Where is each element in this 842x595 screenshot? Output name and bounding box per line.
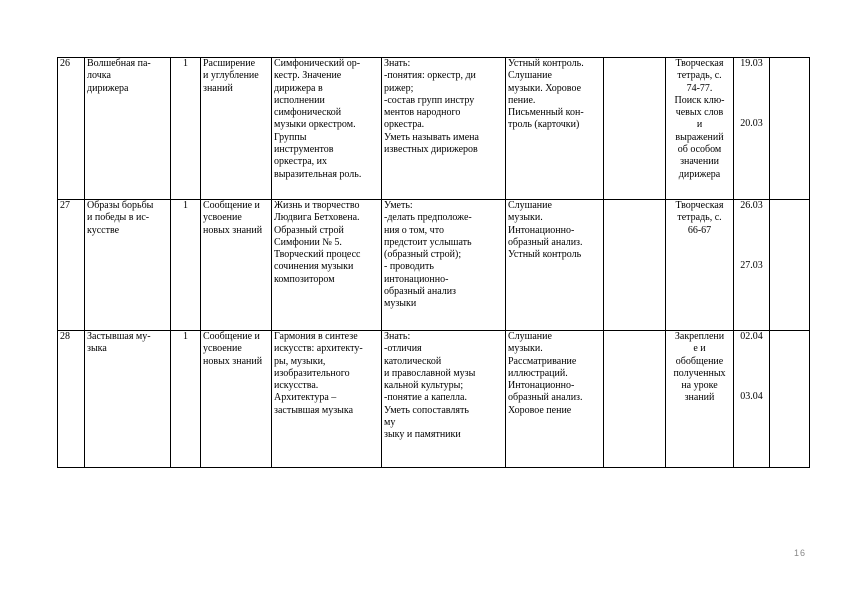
actual-date: 27.03 <box>740 260 763 271</box>
cell-line: Творческий процесс <box>274 249 361 261</box>
lesson-number-cell <box>58 58 85 200</box>
control-cell <box>506 58 604 200</box>
cell-line: Знать: <box>384 331 411 342</box>
cell-line: обобщение <box>675 355 724 367</box>
cell-line: Устный контроль. <box>508 58 584 69</box>
extra-cell <box>604 58 666 200</box>
extra-cell <box>604 200 666 331</box>
requirements-cell <box>382 58 506 200</box>
note-cell <box>770 331 810 468</box>
cell-line: на уроке <box>681 380 718 392</box>
page-number: 16 <box>793 548 806 558</box>
cell-line: интонационно- <box>384 273 449 285</box>
cell-line: католической <box>384 355 442 367</box>
cell-text: 28 <box>60 331 70 342</box>
cell-line: музыки. Хоровое <box>508 82 582 94</box>
cell-line: троль (карточки) <box>508 119 580 131</box>
lesson-type-cell <box>201 331 272 468</box>
cell-line: -состав групп инстру <box>384 94 475 106</box>
actual-date: 03.04 <box>740 391 763 402</box>
cell-line: Интонационно- <box>508 380 575 392</box>
cell-line: Людвига Бетховена. <box>274 212 360 224</box>
cell-line: знаний <box>684 392 715 404</box>
cell-line: Расширение <box>203 58 256 69</box>
cell-line: выразительная роль. <box>274 168 362 180</box>
lesson-number-cell <box>58 200 85 331</box>
cell-line: Группы <box>274 131 307 143</box>
cell-line: зыка <box>87 343 107 355</box>
cell-line: лочка <box>87 70 111 82</box>
cell-line: Интонационно- <box>508 224 575 236</box>
cell-line: Симфонии № 5. <box>274 236 342 248</box>
cell-line: -понятие а капелла. <box>384 392 467 404</box>
cell-line: Жизнь и творчество <box>274 200 360 211</box>
cell-line: Письменный кон- <box>508 107 584 119</box>
cell-line: и углубление <box>203 70 259 82</box>
cell-line: Слушание <box>508 200 552 211</box>
lesson-type-cell <box>201 58 272 200</box>
cell-line: застывшая музыка <box>274 404 354 416</box>
cell-line: предстоит услышать <box>384 236 472 248</box>
note-cell <box>770 200 810 331</box>
cell-line: сочинения музыки <box>274 261 354 273</box>
lesson-content-cell <box>272 200 382 331</box>
cell-line: инструментов <box>274 144 334 156</box>
extra-cell <box>604 331 666 468</box>
cell-line: 74-77. <box>686 82 713 94</box>
table-row <box>58 58 810 200</box>
requirements-cell <box>382 200 506 331</box>
cell-line: чевых слов <box>675 107 724 119</box>
control-cell <box>506 331 604 468</box>
cell-line: -делать предположе- <box>384 212 472 224</box>
hours-cell <box>171 58 201 200</box>
cell-line: и православной музы <box>384 367 476 379</box>
cell-line: Сообщение и <box>203 331 260 342</box>
planned-date: 19.03 <box>740 58 763 69</box>
cell-line: рижер; <box>384 82 414 94</box>
table-row <box>58 200 810 331</box>
cell-line: композитором <box>274 273 335 285</box>
cell-line: усвоение <box>203 212 242 224</box>
cell-line: музыки <box>384 298 417 310</box>
cell-line: дирижера <box>87 82 129 94</box>
cell-line: известных дирижеров <box>384 144 478 156</box>
cell-line: оркестра, их <box>274 156 328 168</box>
cell-line: значении <box>680 156 719 168</box>
cell-line: тетрадь, с. <box>677 212 722 224</box>
cell-line: му <box>384 417 396 429</box>
planned-date: 02.04 <box>740 331 763 342</box>
cell-line: -понятия: оркестр, ди <box>384 70 476 82</box>
cell-line: кусстве <box>87 224 120 236</box>
cell-line: Уметь называть имена <box>384 131 479 143</box>
cell-line: Уметь: <box>384 200 413 211</box>
cell-text: 1 <box>183 200 188 211</box>
cell-line: (образный строй); <box>384 249 462 261</box>
cell-line: -отличия <box>384 343 422 355</box>
actual-date: 20.03 <box>740 118 763 129</box>
cell-text: 27 <box>60 200 70 211</box>
cell-line: тетрадь, с. <box>677 70 722 82</box>
cell-line: пение. <box>508 94 536 106</box>
cell-line: Творческая <box>675 200 724 211</box>
cell-line: знаний <box>203 82 233 94</box>
cell-line: зыку и памятники <box>384 429 461 441</box>
cell-line: оркестра. <box>384 119 425 131</box>
cell-line: и победы в ис- <box>87 212 150 224</box>
cell-line: кальной культуры; <box>384 380 464 392</box>
lesson-topic-cell <box>85 200 171 331</box>
cell-line: Образный строй <box>274 224 344 236</box>
cell-line: полученных <box>673 367 726 379</box>
cell-text: 26 <box>60 58 70 69</box>
requirements-cell <box>382 331 506 468</box>
homework-cell <box>666 331 734 468</box>
cell-line: Уметь сопоставлять <box>384 404 469 416</box>
cell-line: искусств: архитекту- <box>274 343 363 355</box>
cell-line: Творческая <box>675 58 724 69</box>
dates-cell <box>734 200 770 331</box>
cell-line: музыки. <box>508 343 543 355</box>
lesson-number-cell <box>58 331 85 468</box>
cell-line: Поиск клю- <box>674 94 725 106</box>
cell-line: образный анализ. <box>508 392 583 404</box>
cell-line: Гармония в синтезе <box>274 331 358 342</box>
cell-line: 66-67 <box>687 224 712 236</box>
cell-line: Волшебная па- <box>87 58 151 69</box>
cell-line: образный анализ. <box>508 236 583 248</box>
table-row <box>58 331 810 468</box>
cell-line: и <box>696 119 703 131</box>
cell-line: образный анализ <box>384 286 457 298</box>
cell-line: симфонической <box>274 107 342 119</box>
cell-line: ния о том, что <box>384 224 444 236</box>
cell-line: Слушание <box>508 331 552 342</box>
cell-line: дирижера в <box>274 82 323 94</box>
cell-line: Архитектура – <box>274 392 337 404</box>
cell-line: изобразительного <box>274 367 350 379</box>
cell-line: новых знаний <box>203 224 263 236</box>
control-cell <box>506 200 604 331</box>
cell-line: исполнении <box>274 94 325 106</box>
lesson-content-cell <box>272 331 382 468</box>
cell-line: Застывшая му- <box>87 331 151 342</box>
dates-cell <box>734 331 770 468</box>
cell-line: ментов народного <box>384 107 461 119</box>
cell-line: иллюстраций. <box>508 367 568 379</box>
lesson-content-cell <box>272 58 382 200</box>
cell-line: Закреплени <box>674 331 725 342</box>
cell-text: 1 <box>183 331 188 342</box>
cell-line: усвоение <box>203 343 242 355</box>
cell-text: 1 <box>183 58 188 69</box>
cell-line: Образы борьбы <box>87 200 154 211</box>
cell-line: Сообщение и <box>203 200 260 211</box>
cell-line: дирижера <box>678 168 721 180</box>
homework-cell <box>666 200 734 331</box>
cell-line: - проводить <box>384 261 434 273</box>
cell-line: Симфонический ор- <box>274 58 361 69</box>
lesson-topic-cell <box>85 331 171 468</box>
cell-line: Рассматривание <box>508 355 577 367</box>
homework-cell <box>666 58 734 200</box>
cell-line: об особом <box>677 144 722 156</box>
dates-cell <box>734 58 770 200</box>
cell-line: выражений <box>675 131 724 143</box>
cell-line: кестр. Значение <box>274 70 342 82</box>
cell-line: новых знаний <box>203 355 263 367</box>
hours-cell <box>171 200 201 331</box>
hours-cell <box>171 331 201 468</box>
cell-line: музыки оркестром. <box>274 119 356 131</box>
lesson-type-cell <box>201 200 272 331</box>
cell-line: Устный контроль <box>508 249 582 261</box>
cell-line: Слушание <box>508 70 552 82</box>
lesson-topic-cell <box>85 58 171 200</box>
cell-line: Знать: <box>384 58 411 69</box>
lesson-plan-table <box>57 57 810 468</box>
cell-line: ры, музыки, <box>274 355 326 367</box>
cell-line: искусства. <box>274 380 319 392</box>
planned-date: 26.03 <box>740 200 763 211</box>
cell-line: е и <box>693 343 706 355</box>
note-cell <box>770 58 810 200</box>
cell-line: Хоровое пение <box>508 404 572 416</box>
cell-line: музыки. <box>508 212 543 224</box>
